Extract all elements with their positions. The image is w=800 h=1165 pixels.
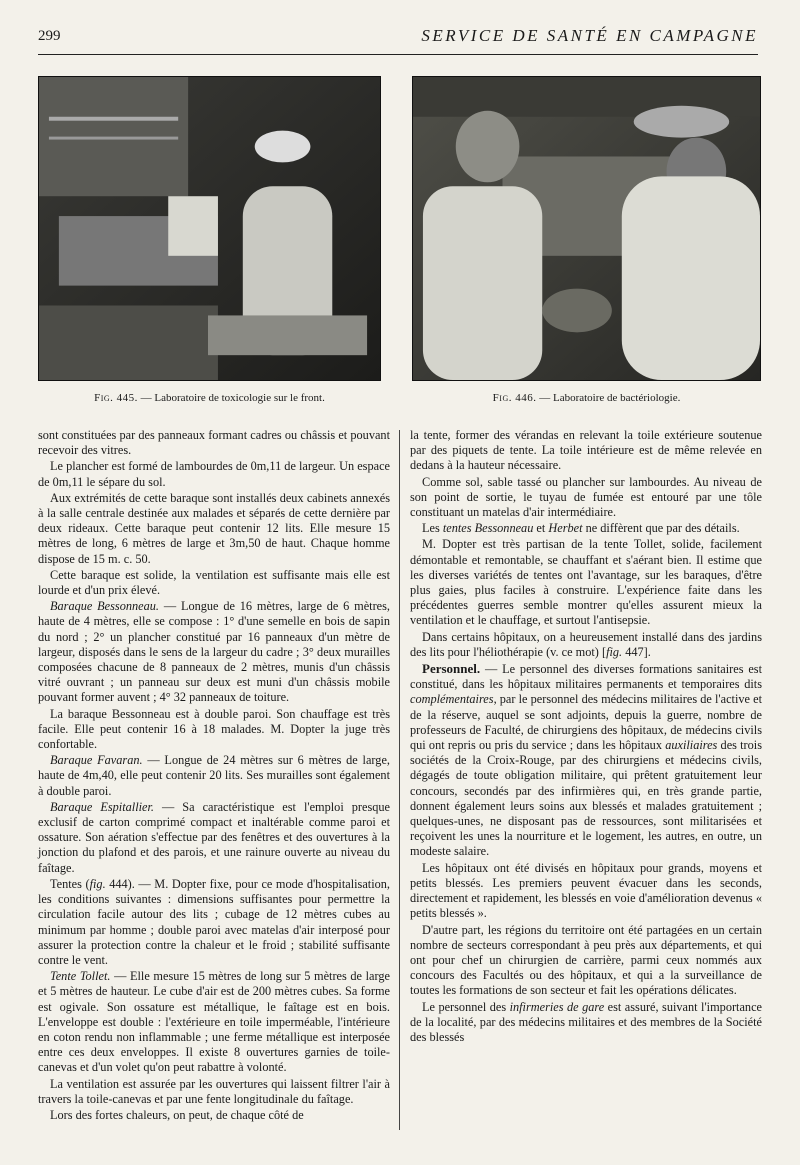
page-number: 299 — [38, 28, 61, 44]
paragraph-text: ne diffèrent que par des détails. — [582, 521, 740, 536]
paragraph — [410, 521, 762, 536]
figure-ref-number: 447]. — [622, 644, 651, 659]
section-heading: Personnel. — [422, 661, 481, 677]
emphasis: infirmeries de gare — [509, 999, 605, 1014]
subheading: Baraque Favaran. — [50, 753, 143, 768]
paragraph — [410, 1000, 762, 1046]
paragraph — [38, 599, 390, 705]
paragraph: M. Dopter est très partisan de la tente Tollet, solide, facilement démontable et remontable, se chauffant et s'aérant bien. Il estime que les diverses variétés de tentes ont l'avantage, sur les baraques, d'être plus gaies, plus faciles à construire. L'expérience faite dans les précédentes guerres semble montrer qu'elles assurent mieux la ventilation et le chauffage, et surtout l'antisepsie. — [410, 537, 762, 628]
toxicology-lab-photo — [38, 76, 381, 381]
paragraph-text: — M. Dopter fixe, pour ce mode d'hospitalisation, les conditions suivantes : dimensions suffisantes pour permettre la circulation facile autour des lits ; cubage de 12 mètres cubes au minimum par homme ; double paroi avec matelas d'air interposé pour assurer la protection contre la chaleur et le froid ; stabilité suffisante contre le vent. — [38, 876, 390, 967]
figure-caption-text: — Laboratoire de toxicologie sur le front. — [137, 392, 325, 404]
paragraph-text: Dans certains hôpitaux, on a heureusement installé dans des jardins des lits pour l'héliothérapie (v. ce mot) [ — [410, 629, 762, 659]
paragraph-text: — Elle mesure 15 mètres de long sur 5 mètres de large et 5 mètres de hauteur. Le cube d'air est de 200 mètres cubes. Sa forme est ogivale. Son ossature est métallique, le faîtage est en bois. L'enveloppe est double : l'extérieure en toile imperméable, l'intérieure en coton rendu non inflammable ; une ferme métallique est interposée entre ces deux enveloppes. Il existe 8 ouvertures garnies de toile-canevas et d'un volet qu'on peut rabattre à volonté. — [38, 969, 390, 1075]
figure-label: Fig. 446. — [492, 392, 537, 404]
subheading: Baraque Bessonneau. — [50, 599, 159, 614]
figure-445 — [38, 76, 381, 404]
page-header — [38, 26, 758, 55]
paragraph — [38, 753, 390, 799]
bacteriology-lab-photo — [412, 76, 761, 381]
paragraph: sont constituées par des panneaux formant cadres ou châssis et pouvant recevoir des vitres. — [38, 428, 390, 458]
paragraph-text: — Longue de 24 mètres sur 6 mètres de large, haute de 4m,40, elle peut contenir 20 lits. Ses murailles sont également à double paroi. — [38, 753, 390, 798]
paragraph: D'autre part, les régions du territoire ont été partagées en un certain nombre de secteurs correspondant à peu près aux départements, et qui ont pour chef un chirurgien de carrière, parmi ceux nommés aux concours des Facultés ou des hôpitaux, et qui a la surveillance de toutes les formations de son secteur et fait les opérations délicates. — [410, 922, 762, 998]
paragraph-text: et — [533, 521, 549, 536]
paragraph: Aux extrémités de cette baraque sont installés deux cabinets annexés à la salle centrale destinée aux malades et séparés de cette dernière par deux rideaux. Cette baraque peut contenir 12 lits. Elle mesure 15 mètres de long, 6 mètres de large et 3m,50 de haut. Chaque homme dispose de 15 m. c. 50. — [38, 490, 390, 566]
emphasis: auxiliaires — [665, 738, 718, 753]
column-divider — [399, 430, 400, 1130]
paragraph-text: est assuré, suivant l'importance de la localité, par des médecins militaires et des membres de la Société des blessés — [410, 999, 762, 1044]
paragraph-text: — Sa caractéristique est l'emploi presque exclusif de carton comprimé compact et inaltérable comme paroi et ossature. Son aération s'effectue par des fenêtres et des ouvertures à la jonction du plafond et des parois, et une rainure ouverte au niveau du faîtage. — [38, 799, 390, 875]
subheading: Baraque Espitallier. — [50, 799, 154, 814]
paragraph: Cette baraque est solide, la ventilation est suffisante mais elle est lourde et d'un prix élevé. — [38, 567, 390, 598]
emphasis: complémentaires — [410, 692, 494, 707]
paragraph — [410, 661, 762, 860]
paragraph-text: Le personnel des — [422, 999, 510, 1014]
paragraph-text: — Le personnel des diverses formations sanitaires est constitué, dans les hôpitaux militaires permanents et temporaires dits — [410, 662, 762, 692]
figure-caption-text: — Laboratoire de bactériologie. — [536, 392, 681, 404]
paragraph: Les hôpitaux ont été divisés en hôpitaux pour grands, moyens et petits blessés. Les premiers peuvent évacuer dans les seconds, directement et rapidement, les blessés en voie d'amélioration devenus « petits blessés ». — [410, 860, 762, 921]
paragraph: la tente, former des vérandas en relevant la toile extérieure soutenue par des piquets de tente. La toile intérieure est de même relevée en dedans à la hauteur nécessaire. — [410, 428, 762, 473]
paragraph: Lors des fortes chaleurs, on peut, de chaque côté de — [50, 1107, 304, 1122]
paragraph — [410, 630, 762, 660]
figure-446 — [412, 76, 761, 404]
paragraph-text: — Longue de 16 mètres, large de 6 mètres, haute de 4 mètres, elle se compose : 1° d'une semelle en bois de sapin du nord ; 2° un plancher constitué par 16 panneaux d'un mètre de largeur, disposés dans le sens de la largeur du cadre ; 3° deux murailles composées chacune de 8 panneaux de 2 mètres, munis d'un châssis vitré ouvrant ; un panneau sur deux est muni d'un châssis mobile pouvant former auvent ; 4° 32 panneaux de toiture. — [38, 599, 390, 705]
paragraph-text: , par le personnel des médecins militaires de l'active et de la réserve, auquel se sont adjoints, depuis la guerre, nombre de professeurs de Faculté, de chirurgiens des hôpitaux, de médecins civils qui ont repris ou pris du service ; dans les hôpitaux — [410, 692, 762, 753]
figure-ref: fig. — [89, 876, 106, 891]
left-column — [38, 428, 390, 1124]
figure-label: Fig. 445. — [94, 392, 138, 404]
paragraph — [38, 800, 390, 876]
figure-ref: fig. — [606, 644, 623, 659]
subheading: Tentes — [50, 876, 82, 891]
right-column — [410, 428, 762, 1046]
subheading: Tente Tollet. — [50, 969, 111, 984]
running-title: SERVICE DE SANTÉ EN CAMPAGNE — [421, 26, 758, 45]
figure-caption — [38, 392, 381, 404]
paragraph-text: des trois sociétés de la Croix-Rouge, par des chirurgiens et médecins civils, dégagés de toute obligation militaire, qui prêtent gratuitement leur concours, secondés par des infirmières qui, en très grande partie, donnent également leurs soins aux blessés et malades gratuitement ; quelques-unes, ne disposant pas de ressources, sont militarisées et reçoivent les unes la nourriture et le logement, les autres, en outre, un modeste salaire. — [410, 738, 763, 859]
paragraph: Tentes (fig. 444). — M. Dopter fixe, pour ce mode d'hospitalisation, les conditions suivantes : dimensions suffisantes pour permettre la circulation facile autour des lits ; cubage de 12 mètres cubes au minimum par homme ; double paroi avec matelas d'air interposé pour assurer la protection contre la chaleur et le froid ; stabilité suffisante contre le vent. — [38, 876, 390, 967]
paragraph: Le plancher est formé de lambourdes de 0m,11 de largeur. Un espace de 0m,11 le sépare du sol. — [38, 459, 390, 489]
paragraph-text: Les — [422, 521, 443, 536]
emphasis: tentes Bessonneau — [442, 521, 534, 536]
figure-ref-number: 444). — [105, 876, 135, 891]
paragraph: La ventilation est assurée par les ouvertures qui laissent filtrer l'air à travers la toile-canevas et par une fente longitudinale du faîtage. — [38, 1076, 390, 1106]
emphasis: Herbet — [548, 521, 583, 536]
paragraph — [38, 969, 390, 1075]
figure-caption — [412, 392, 761, 404]
paragraph: Comme sol, sable tassé ou plancher sur lambourdes. Au niveau de son point de sortie, le tuyau de fumée est entouré par une tôle constituant un matelas d'air intermédiaire. — [410, 474, 762, 520]
paragraph: La baraque Bessonneau est à double paroi. Son chauffage est très facile. Elle peut contenir 16 à 18 malades. M. Dopter la juge très confortable. — [38, 706, 390, 752]
